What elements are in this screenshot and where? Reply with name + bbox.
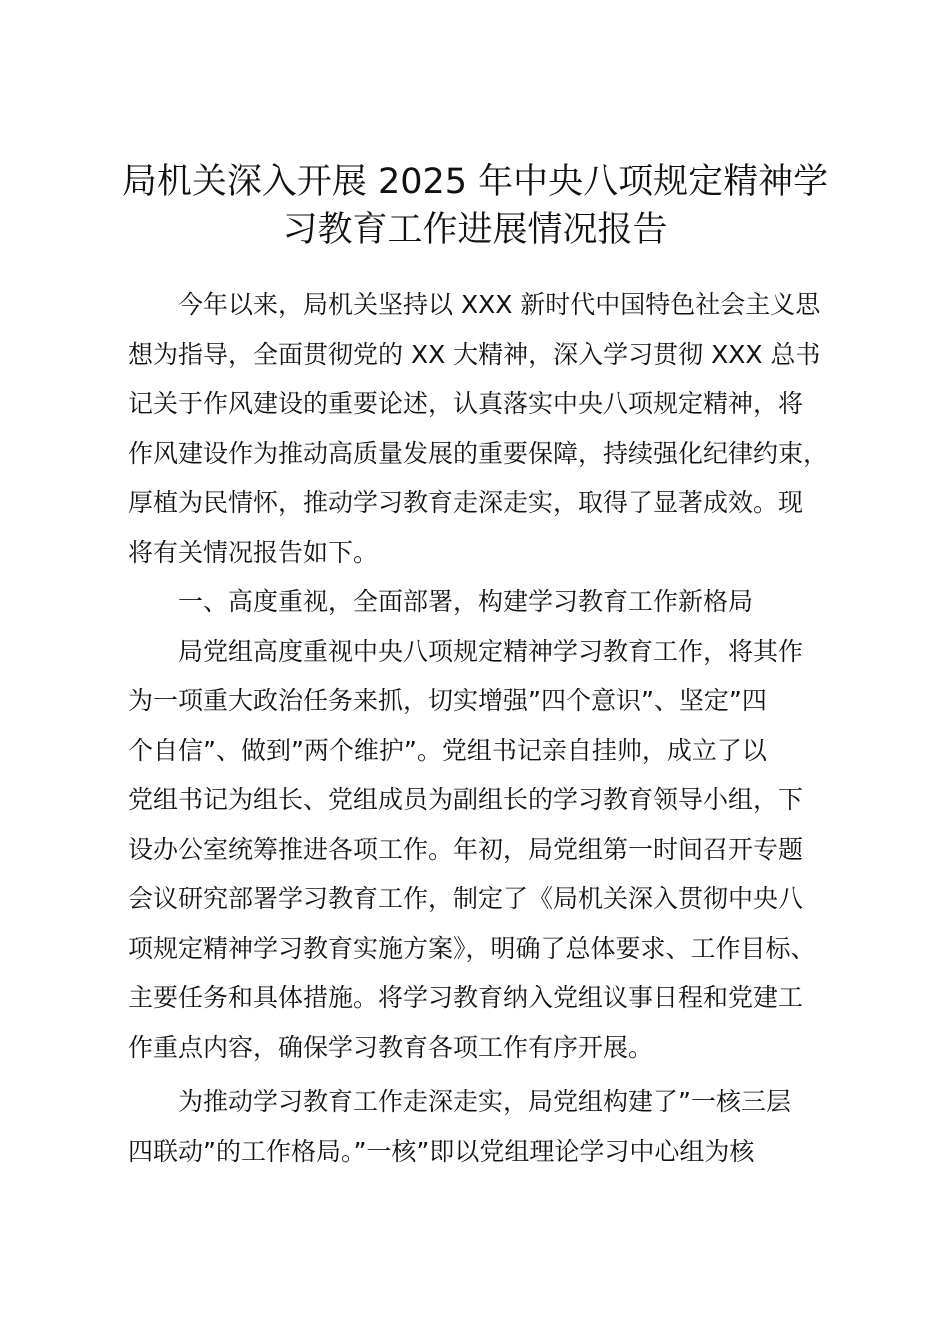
paragraph-1-line-4: 作风建设作为推动高质量发展的重要保障，持续强化纪律约束， — [128, 438, 829, 468]
paragraph-3-line-7: 项规定精神学习教育实施方案》，明确了总体要求、工作目标、 — [128, 933, 816, 963]
paragraph-1-line-6: 将有关情况报告如下。 — [128, 537, 379, 567]
paragraph-3-line-5: 设办公室统筹推进各项工作。年初，局党组第一时间召开专题 — [128, 834, 804, 864]
paragraph-1-line-3: 记关于作风建设的重要论述，认真落实中央八项规定精神，将 — [128, 389, 804, 418]
paragraph-3-line-3: 个自信”、做到”两个维护”。党组书记亲自挂帅，成立了以 — [128, 735, 767, 765]
paragraph-4-line-1: 为推动学习教育工作走深走实，局党组构建了”一核三层 — [178, 1087, 791, 1116]
paragraph-1-line-5: 厚植为民情怀，推动学习教育走深走实，取得了显著成效。现 — [128, 488, 804, 517]
paragraph-3-line-1: 局党组高度重视中央八项规定精神学习教育工作，将其作 — [178, 636, 804, 666]
paragraph-3-line-8: 主要任务和具体措施。将学习教育纳入党组议事日程和党建工 — [128, 983, 804, 1012]
section-heading-1: 一、高度重视，全面部署，构建学习教育工作新格局 — [178, 587, 754, 616]
document-title-line-2: 习教育工作进展情况报告 — [282, 210, 668, 250]
paragraph-3-line-4: 党组书记为组长、党组成员为副组长的学习教育领导小组，下 — [128, 785, 804, 814]
paragraph-1-line-2: 想为指导，全面贯彻党的 XX 大精神，深入学习贯彻 XXX 总书 — [128, 339, 821, 369]
paragraph-3-line-2: 为一项重大政治任务来抓，切实增强”四个意识”、坚定”四 — [128, 686, 767, 715]
paragraph-4-line-2: 四联动”的工作格局。”一核”即以党组理论学习中心组为核 — [128, 1136, 755, 1166]
paragraph-3-line-6: 会议研究部署学习教育工作，制定了《局机关深入贯彻中央八 — [128, 884, 804, 913]
document-title-line-1: 局机关深入开展 2025 年中央八项规定精神学 — [121, 162, 829, 202]
paragraph-1-line-1: 今年以来，局机关坚持以 XXX 新时代中国特色社会主义思 — [178, 290, 821, 319]
paragraph-3-line-9: 作重点内容，确保学习教育各项工作有序开展。 — [128, 1032, 654, 1062]
